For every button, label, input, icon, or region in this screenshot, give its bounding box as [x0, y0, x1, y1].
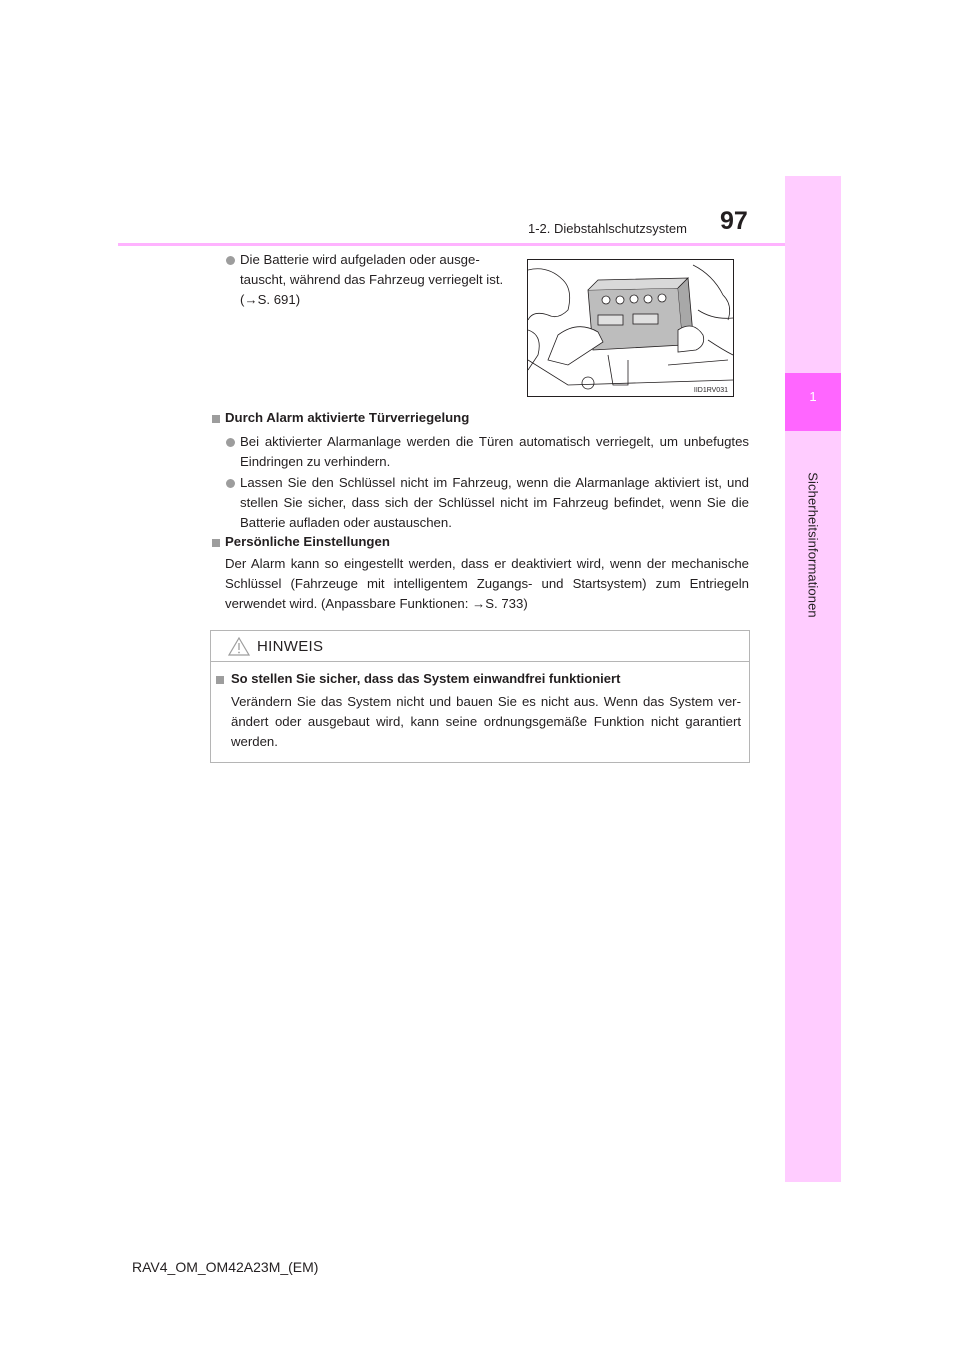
intro-line-3: (→S. 691): [240, 292, 301, 307]
notice-marker-icon: [216, 676, 224, 684]
header-divider: [118, 243, 785, 246]
section1-heading: Durch Alarm aktivierte Türverriegelung: [225, 410, 470, 425]
section2-heading: Persönliche Einstellungen: [225, 534, 390, 549]
page-number: 97: [720, 207, 748, 235]
document-code: RAV4_OM_OM42A23M_(EM): [132, 1259, 319, 1275]
notice-heading: So stellen Sie sicher, dass das System einwandfrei funktioniert: [231, 671, 621, 686]
intro-line-1: Die Batterie wird aufgeladen oder ausge-: [240, 252, 480, 267]
notice-text: Verändern Sie das System nicht und bauen Sie es nicht aus. Wenn das System verändert oder ausgebaut wird, kann seine ordnungsgemäße Funktion nicht garantiert werden.: [231, 694, 741, 749]
intro-line-2: tauscht, während das Fahrzeug verriegelt ist.: [240, 272, 504, 287]
chapter-number: 1: [809, 389, 817, 404]
battery-drawing: [528, 260, 733, 396]
notice-title: HINWEIS: [257, 638, 324, 655]
section1-bullet2: Lassen Sie den Schlüssel nicht im Fahrzeug, wenn die Alarmanlage aktiviert ist, und stellen Sie sicher, dass sich der Schlüssel nicht im Fahrzeug befindet, wenn Sie die Batterie aufladen oder austauschen.: [240, 475, 749, 530]
section-marker-icon: [212, 539, 220, 547]
intro-bullet-text: [240, 250, 516, 310]
bullet-icon: [226, 438, 235, 447]
notice-box: [210, 630, 750, 763]
section-title: 1-2. Diebstahlschutzsystem: [528, 221, 687, 236]
figure-code: IID1RV031: [693, 387, 728, 394]
section-marker-icon: [212, 415, 220, 423]
bullet-icon: [226, 479, 235, 488]
bullet-icon: [226, 256, 235, 265]
chapter-side-strip: [785, 176, 841, 1182]
chapter-title: Sicherheitsinformationen: [805, 472, 821, 618]
notice-header: [211, 631, 749, 662]
warning-triangle-icon: [228, 637, 250, 656]
section2-text: Der Alarm kann so eingestellt werden, dass er deaktiviert wird, wenn der mechanische Schlüssel (Fahrzeuge mit intelligentem Zugangs- und Startsystem) zum Entriegeln verwendet wird. (Anpassbare Funktionen: →S. 733): [225, 556, 749, 611]
section1-bullet1: Bei aktivierter Alarmanlage werden die Türen automatisch verriegelt, um unbefugtes Eindringen zu verhindern.: [240, 434, 749, 469]
battery-illustration: [527, 259, 734, 397]
